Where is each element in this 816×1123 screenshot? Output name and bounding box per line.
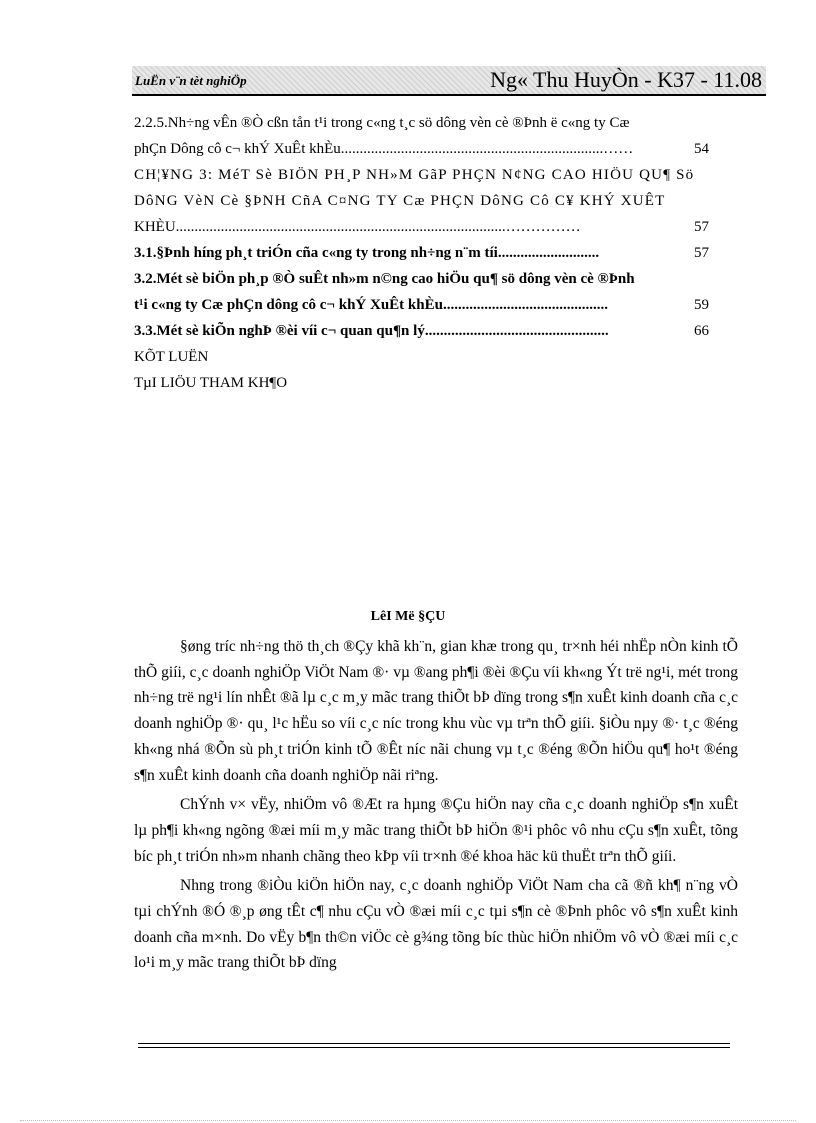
toc-line: DôNG VèN Cè §ÞNH CñA C¤NG TY Cæ PHÇN DôNG Cô C¥ KHÝ XUÊT [134, 193, 666, 209]
toc-line: t¹i c«ng ty Cæ phÇn dông cô c¬ khÝ XuÊt khÈu............................................ 59 [134, 292, 738, 318]
toc-page-number: 57 [694, 219, 709, 235]
footer-rule [138, 1047, 730, 1048]
table-of-contents [134, 110, 738, 396]
paragraph: ChÝnh v× vËy, nhiÖm vô ®Æt ra hµng ®Çu hiÖn nay cña c¸c doanh nghiÖp s¶n xuÊt lµ ph¶i kh«ng ngõng ®æi míi m¸y mãc trang thiÕt bÞ hiÖn ®¹i phôc vô nhu cÇu s¶n xuÊt, tõng bíc ph¸t triÓn nh»m nhanh chãng theo kÞp víi tr×nh ®é khoa häc kü thuËt trªn thÕ giíi. [134, 796, 738, 865]
toc-line: KÕT LUËN [134, 349, 209, 365]
toc-line: 2.2.5.Nh÷ng vÊn ®Ò cßn tån t¹i trong c«ng t¸c sö dông vèn cè ®Þnh ë c«ng ty Cæ [134, 115, 630, 131]
paragraph: Nhng trong ®iÒu kiÖn hiÖn nay, c¸c doanh nghiÖp ViÖt Nam cha cã ®ñ kh¶ n¨ng vÒ tµi chÝnh ®Ó ®¸p øng tÊt c¶ nhu cÇu vÒ ®æi míi c¸c tµi s¶n cè ®Þnh phôc vô s¶n xuÊt kinh doanh cña m×nh. Do vËy b¶n th©n viÖc cè g¾ng tõng bíc thùc hiÖn nhiÖm vô vÒ ®æi míi c¸c lo¹i m¸y mãc trang thiÕt bÞ dïng [134, 877, 738, 972]
toc-page-number: 66 [694, 323, 709, 339]
toc-page-number: 54 [694, 141, 709, 157]
toc-line: TµI LIÖU THAM KH¶O [134, 375, 288, 391]
paragraph: §øng tríc nh÷ng thö th¸ch ®Çy khã kh¨n, gian khæ trong qu¸ tr×nh héi nhËp nÒn kinh tÕ thÕ giíi, c¸c doanh nghiÖp ViÖt Nam ®· vµ ®ang ph¶i ®èi ®Çu víi kh«ng Ýt trë ng¹i, mét trong nh÷ng trë ng¹i lín nhÊt ®ã lµ c¸c m¸y mãc trang thiÕt bÞ dïng trong s¶n xuÊt kinh doanh cña c¸c doanh nghiÖp ®· qu¸ l¹c hËu so víi c¸c níc trong khu vùc vµ trªn thÕ giíi. §iÒu nµy ®· t¸c ®éng kh«ng nhá ®Õn sù ph¸t triÓn kinh tÕ ®Êt níc nãi chung vµ t¸c ®éng ®Õn hiÖu qu¶ ho¹t ®éng s¶n xuÊt kinh doanh cña doanh nghiÖp nãi riªng. [134, 638, 738, 784]
toc-line: 3.3.Mét sè kiÕn nghÞ ®èi víi c¬ quan qu¶n lý................................................. 66 [134, 318, 738, 344]
section-title: LêI Më §ÇU [370, 609, 446, 624]
page-header [132, 66, 766, 94]
toc-page-number: 57 [694, 245, 709, 261]
header-rule [132, 94, 766, 96]
toc-line: 3.1.§Þnh híng ph¸t triÓn cña c«ng ty trong nh÷ng n¨m tíi........................... 57 [134, 240, 738, 266]
header-thesis-label: LuËn v¨n tèt nghiÖp [135, 73, 247, 88]
footer-rule [138, 1043, 730, 1044]
toc-page-number: 59 [694, 297, 709, 313]
toc-line: KHÈU........................................................................................…………… 57 [134, 214, 738, 240]
toc-line: 3.2.Mét sè biÖn ph¸p ®Ò suÊt nh»m n©ng cao hiÖu qu¶ sö dông vèn cè ®Þnh [134, 271, 635, 287]
page-edge [20, 1120, 796, 1121]
toc-line: phÇn Dông cô c¬ khÝ XuÊt khÈu......................................................................…… 54 [134, 136, 738, 162]
toc-line: CH¦¥NG 3: MéT Sè BIÖN PH¸P NH»M GãP PHÇN N¢NG CAO HIÖU QU¶ Sö [134, 167, 695, 183]
header-author: Ng« Thu HuyÒn - K37 - 11.08 [490, 67, 762, 92]
body-text [134, 634, 738, 980]
